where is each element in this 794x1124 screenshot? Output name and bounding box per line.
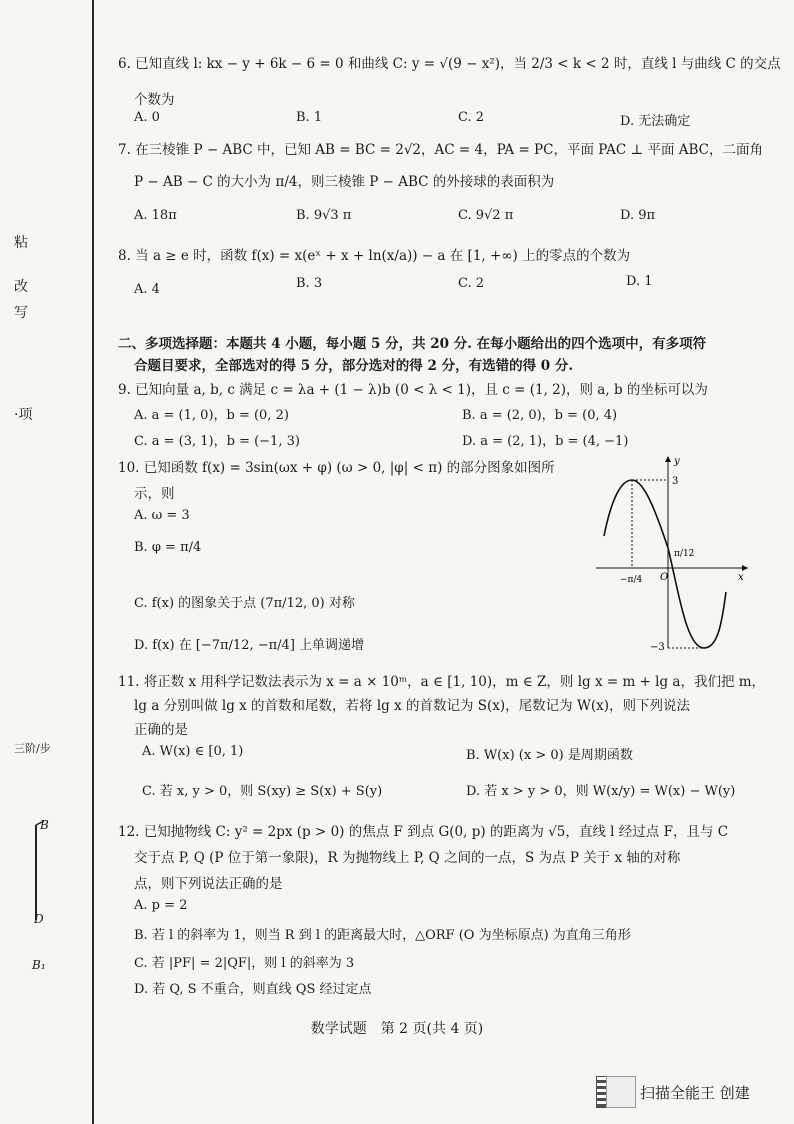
q9-option-a: A. a = (1, 0)，b = (0, 2): [134, 408, 289, 423]
q11-option-d: D. 若 x > y > 0，则 W(x/y) = W(x) − W(y): [466, 784, 736, 799]
q7-option-a: A. 18π: [134, 208, 177, 223]
q6-option-c: C. 2: [458, 110, 485, 125]
q9-option-b: B. a = (2, 0)，b = (0, 4): [462, 408, 618, 423]
gutter-label-b1: B₁: [32, 958, 46, 972]
graph-label-neg3: −3: [650, 642, 665, 652]
graph-label-y: y: [674, 456, 680, 467]
q6-option-d: D. 无法确定: [620, 114, 691, 129]
q10-sine-graph: [590, 452, 755, 652]
q11-option-c: C. 若 x, y > 0，则 S(xy) ≥ S(x) + S(y): [142, 784, 383, 799]
q9-stem: 9. 已知向量 a, b, c 满足 c = λa + (1 − λ)b (0 < λ < 1)，且 c = (1, 2)，则 a, b 的坐标可以为: [118, 382, 708, 398]
q10-option-d: D. f(x) 在 [−7π/12, −π/4] 上单调递增: [134, 638, 365, 653]
gutter-mark: 改: [14, 279, 28, 295]
q12-option-a: A. p = 2: [134, 898, 188, 913]
page-footer: 数学试题 第 2 页(共 4 页): [310, 1021, 484, 1037]
graph-label-neg-pi-4: −π/4: [620, 575, 643, 585]
q7-option-c: C. 9√2 π: [458, 208, 514, 223]
q7-option-b: B. 9√3 π: [296, 208, 352, 223]
q10-stem-line2: 示，则: [134, 486, 175, 502]
graph-label-x: x: [738, 572, 744, 583]
q11-option-b: B. W(x) (x > 0) 是周期函数: [466, 748, 633, 763]
gutter-figure: [18, 815, 58, 975]
q12-option-b: B. 若 l 的斜率为 1，则当 R 到 l 的距离最大时，△ORF (O 为坐标原点) 为直角三角形: [134, 928, 631, 943]
q12-stem-line2: 交于点 P, Q (P 位于第一象限)，R 为抛物线上 P, Q 之间的一点，S 为点 P 关于 x 轴的对称: [134, 850, 681, 866]
q10-option-a: A. ω = 3: [134, 508, 190, 523]
gutter-mark: 粘: [14, 235, 28, 251]
gutter-mark: ·项: [14, 407, 33, 423]
q7-stem-line1: 7. 在三棱锥 P − ABC 中，已知 AB = BC = 2√2，AC = 4，PA = PC，平面 PAC ⊥ 平面 ABC，二面角: [118, 142, 764, 158]
q8-stem: 8. 当 a ≥ e 时，函数 f(x) = x(eˣ + x + ln(x/a)) − a 在 [1, +∞) 上的零点的个数为: [118, 248, 631, 264]
section-heading-line2: 合题目要求，全部选对的得 5 分，部分选对的得 2 分，有选错的得 0 分.: [134, 358, 574, 374]
q10-stem-line1: 10. 已知函数 f(x) = 3sin(ωx + φ) (ω > 0, |φ| < π) 的部分图象如图所: [118, 460, 555, 476]
q9-option-c: C. a = (3, 1)，b = (−1, 3): [134, 434, 300, 449]
scanner-logo-icon: [606, 1076, 636, 1108]
q11-stem-line3: 正确的是: [134, 722, 188, 738]
q7-stem-line2: P − AB − C 的大小为 π/4，则三棱锥 P − ABC 的外接球的表面积为: [134, 174, 555, 190]
q11-stem-line1: 11. 将正数 x 用科学记数法表示为 x = a × 10ᵐ，a ∈ [1, 10)，m ∈ Z，则 lg x = m + lg a，我们把 m，: [118, 674, 766, 690]
q11-option-a: A. W(x) ∈ [0, 1): [142, 744, 244, 759]
q7-option-d: D. 9π: [620, 208, 656, 223]
q12-stem-line3: 点，则下列说法正确的是: [134, 876, 283, 892]
q10-option-b: B. φ = π/4: [134, 540, 202, 555]
q9-option-d: D. a = (2, 1)，b = (4, −1): [462, 434, 629, 449]
q10-option-c: C. f(x) 的图象关于点 (7π/12, 0) 对称: [134, 596, 355, 611]
gutter-mark: 三阶/步: [14, 742, 51, 755]
q6-stem-line1: 6. 已知直线 l: kx − y + 6k − 6 = 0 和曲线 C: y = √(9 − x²)，当 2/3 < k < 2 时，直线 l 与曲线 C 的交点: [118, 56, 781, 72]
scanner-watermark: 扫描全能王 创建: [640, 1084, 750, 1102]
q6-stem-line2: 个数为: [134, 92, 175, 108]
gutter-label-d: D: [34, 912, 44, 926]
q8-option-b: B. 3: [296, 276, 323, 291]
gutter-label-b: B: [40, 818, 49, 832]
graph-label-origin: O: [660, 572, 669, 583]
q6-option-b: B. 1: [296, 110, 323, 125]
q8-option-a: A. 4: [134, 282, 160, 297]
q8-option-d: D. 1: [626, 274, 653, 289]
graph-label-pi-12: π/12: [674, 549, 695, 559]
q6-option-a: A. 0: [134, 110, 160, 125]
q12-option-c: C. 若 |PF| = 2|QF|，则 l 的斜率为 3: [134, 956, 355, 971]
q11-stem-line2: lg a 分别叫做 lg x 的首数和尾数，若将 lg x 的首数记为 S(x)，尾数记为 W(x)，则下列说法: [134, 698, 690, 714]
q8-option-c: C. 2: [458, 276, 485, 291]
section-heading-line1: 二、多项选择题：本题共 4 小题，每小题 5 分，共 20 分. 在每小题给出的四个选项中，有多项符: [118, 336, 707, 352]
q12-stem-line1: 12. 已知抛物线 C: y² = 2px (p > 0) 的焦点 F 到点 G(0, p) 的距离为 √5，直线 l 经过点 F，且与 C: [118, 824, 729, 840]
q12-option-d: D. 若 Q, S 不重合，则直线 QS 经过定点: [134, 982, 372, 997]
graph-label-3: 3: [672, 476, 679, 487]
gutter-mark: 写: [14, 305, 28, 321]
